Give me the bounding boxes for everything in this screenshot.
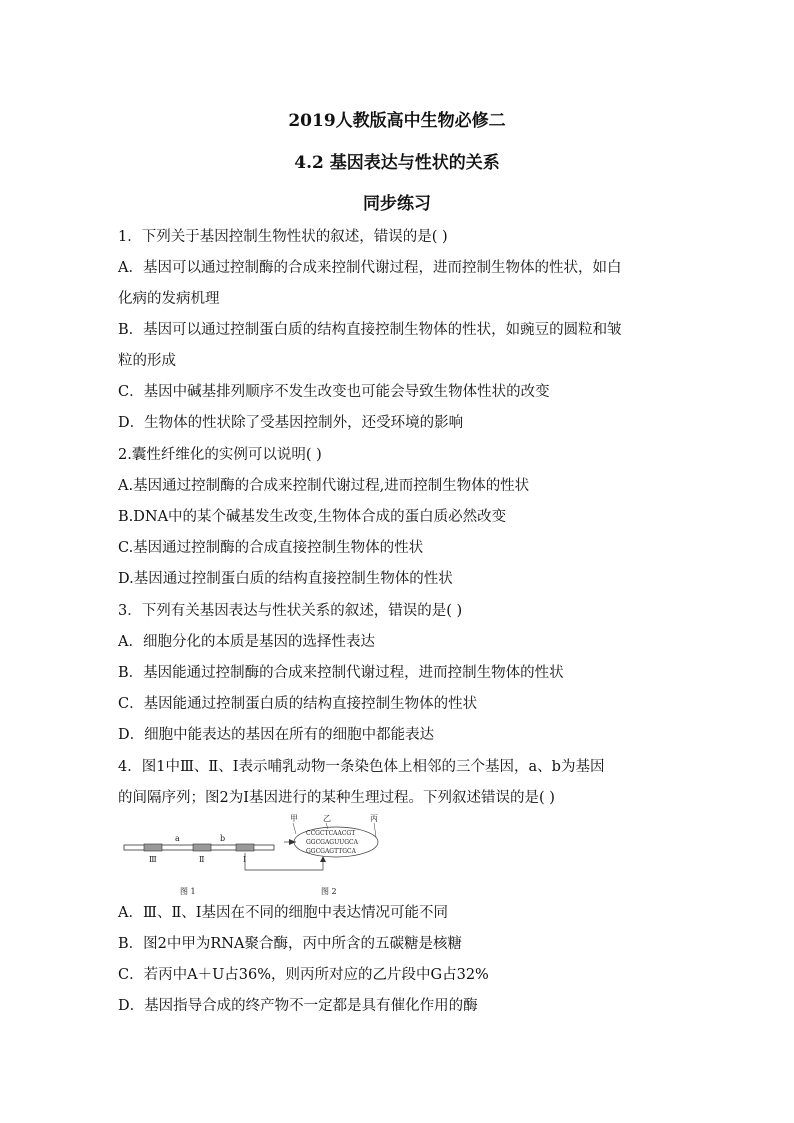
question-1-option-b: B．基因可以通过控制蛋白质的结构直接控制生物体的性状，如豌豆的圆粒和皱 xyxy=(118,322,622,338)
gene-i-block xyxy=(236,844,254,851)
question-1-option-a-cont: 化病的发病机理 xyxy=(118,291,220,307)
spacer-label-a: a xyxy=(175,834,180,843)
question-2-option-a: A.基因通过控制酶的合成来控制代谢过程,进而控制生物体的性状 xyxy=(118,478,530,494)
question-2-option-b: B.DNA中的某个碱基发生改变,生物体合成的蛋白质必然改变 xyxy=(118,509,507,525)
sequence-mid: GGCGAGUUGCA xyxy=(306,839,358,846)
document-title: 2019人教版高中生物必修二 xyxy=(288,111,506,131)
question-4-stem-cont: 的间隔序列；图2为Ⅰ基因进行的某种生理过程。下列叙述错误的是( ) xyxy=(118,790,555,806)
label-yi: 乙 xyxy=(323,814,331,823)
question-4-stem: 4．图1中Ⅲ、Ⅱ、Ⅰ表示哺乳动物一条染色体上相邻的三个基因，a、b为基因 xyxy=(118,759,605,775)
gene-label-ii: Ⅱ xyxy=(199,855,205,864)
spacer-label-b: b xyxy=(220,834,226,843)
figure-2-transcription xyxy=(284,814,378,857)
figure-1-chromosome xyxy=(124,834,274,864)
question-2-option-d: D.基因通过控制蛋白质的结构直接控制生物体的性状 xyxy=(118,571,453,587)
question-1-option-a: A．基因可以通过控制酶的合成来控制代谢过程，进而控制生物体的性状，如白 xyxy=(118,260,622,276)
figure-1-caption: 图 1 xyxy=(180,887,196,896)
subtitle: 同步练习 xyxy=(363,194,431,214)
figure-2-caption: 图 2 xyxy=(321,887,337,896)
question-1-option-b-cont: 粒的形成 xyxy=(118,353,176,369)
question-1-option-d: D．生物体的性状除了受基因控制外，还受环境的影响 xyxy=(118,415,464,431)
question-1-stem: 1．下列关于基因控制生物性状的叙述，错误的是( ) xyxy=(118,229,448,245)
question-2-stem: 2.囊性纤维化的实例可以说明( ) xyxy=(118,447,322,463)
label-bing: 丙 xyxy=(370,814,378,823)
gene-label-iii: Ⅲ xyxy=(149,855,157,864)
section-title: 4.2 基因表达与性状的关系 xyxy=(294,153,500,173)
question-4-option-c: C．若丙中A＋U占36%，则丙所对应的乙片段中G占32% xyxy=(118,967,489,983)
gene-label-i: Ⅰ xyxy=(243,855,247,864)
question-3-option-b: B．基因能通过控制酶的合成来控制代谢过程，进而控制生物体的性状 xyxy=(118,665,564,681)
gene-iii-block xyxy=(144,844,162,851)
label-jia: 甲 xyxy=(290,814,298,823)
question-4-option-d: D．基因指导合成的终产物不一定都是具有催化作用的酶 xyxy=(118,998,478,1014)
question-1-option-c: C．基因中碱基排列顺序不发生改变也可能会导致生物体性状的改变 xyxy=(118,384,550,400)
gene-figure xyxy=(118,812,408,900)
question-3-option-a: A．细胞分化的本质是基因的选择性表达 xyxy=(118,634,375,650)
sequence-bot: GGCGAGTTGCA xyxy=(306,848,356,855)
question-2-option-c: C.基因通过控制酶的合成直接控制生物体的性状 xyxy=(118,540,424,556)
question-4-option-b: B．图2中甲为RNA聚合酶，丙中所含的五碳糖是核糖 xyxy=(118,936,462,952)
question-3-stem: 3．下列有关基因表达与性状关系的叙述，错误的是( ) xyxy=(118,603,463,619)
sequence-top: CCGCTCAACGT xyxy=(306,830,356,837)
question-3-option-d: D．细胞中能表达的基因在所有的细胞中都能表达 xyxy=(118,727,435,743)
question-4-option-a: A．Ⅲ、Ⅱ、Ⅰ基因在不同的细胞中表达情况可能不同 xyxy=(118,905,449,921)
question-3-option-c: C．基因能通过控制蛋白质的结构直接控制生物体的性状 xyxy=(118,696,478,712)
gene-ii-block xyxy=(193,844,211,851)
connector-arrow xyxy=(245,853,326,870)
